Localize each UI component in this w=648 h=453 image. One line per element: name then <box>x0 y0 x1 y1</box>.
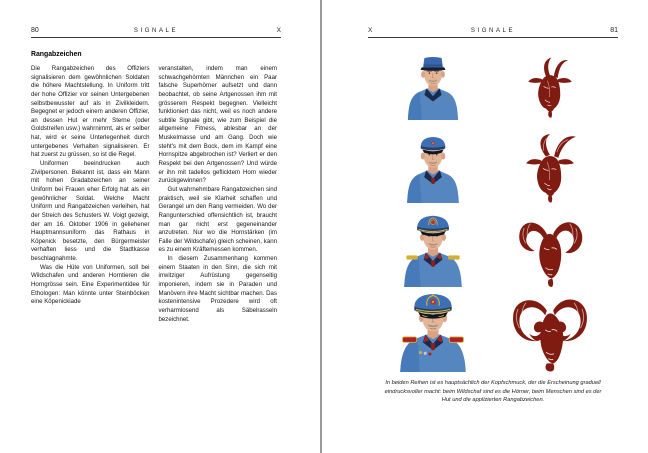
text-columns <box>31 65 281 324</box>
officer-general-cap-image <box>391 294 475 372</box>
left-running-head <box>31 27 281 38</box>
right-chapter-numeral: X <box>368 27 373 34</box>
text-column-2 <box>159 65 278 324</box>
section-heading: Rangabzeichen <box>31 51 82 58</box>
paragraph: Die Rangabzeichen des Offiziers signalisieren dem gewöhnlichen Soldaten die höhere Machtstellung. In Uniform tritt der hohe Offizier vor seinen Untergebenen selbstbewusster auf als in Zivilkleidern. Begegnet er jedoch einem anderen Offizier, an dessen Hut er mehr Sterne (oder Goldstreifen usw.) wahrnimmt, als er selber hat, wird er seine Unterlegenheit durch untergebenes Verhalten signalisieren. Er hat zuerst zu grüssen, so ist die Regel. <box>31 65 150 159</box>
goat-illustration-1 <box>518 54 582 120</box>
figure-row-2 <box>368 128 618 210</box>
paragraph: Gut wahrnehmbare Rangabzeichen sind praktisch, weil sie Klarheit schaffen und Gerangel um den Rang vermeiden. Wo der Rangunterschied offensichtlich ist, braucht man gar nicht erst gegeneinander anzutreten. Nur wo die Hornstärken (im Falle der Wildschafe) gleich scheinen, kann es zu einem Kräftemessen kommen. <box>158 185 277 254</box>
figure-row-1 <box>368 46 618 128</box>
page-spine-divider <box>320 0 322 453</box>
paragraph: veranstalten, indem man einem schwachgehörnten Männchen ein Paar falsche Superhörner aufsetzt und dann beobachtet, ob seine Artgenossen ihm mit grösserem Respekt begegnen. Vielleicht funktioniert das nicht, weil es noch andere subtile Signale gibt, wie zum Beispiel die allgemeine Fitness, ablesbar an der Muskelmasse und am Gang. Doch wie steht's mit dem Bock, dem im Kampf eine Hornspitze abgebrochen ist? Verliert er den Respekt bei den Artgenossen? Und würde er ihn mit tadellos geflicktem Horn wieder zurückgewinnen? <box>158 65 277 185</box>
officer-portrait-4 <box>394 294 472 372</box>
paragraph: In diesem Zusammenhang kommen einem Staaten in den Sinn, die sich mit irrwitziger Aufrüstung gegenseitig imponieren, indem sie in Paraden und Manövern ihre Macht sichtbar machen. Das kostenintensive Prozedere wird oft verharmlosend als Säbelrasseln bezeichnet. <box>158 255 277 323</box>
wild-sheep-half-curl-image <box>505 213 595 289</box>
officer-portrait-3 <box>397 215 469 287</box>
ram-illustration-2 <box>508 293 592 373</box>
figure-grid <box>368 46 618 374</box>
officer-portrait-1 <box>400 54 466 120</box>
figure-row-4 <box>368 292 618 374</box>
figure-row-3 <box>368 210 618 292</box>
text-column-1 <box>31 65 150 324</box>
wild-sheep-full-curl-image <box>505 293 595 373</box>
right-page-number: 81 <box>610 27 618 34</box>
right-running-head <box>368 27 618 38</box>
wild-goat-long-horns-image <box>505 133 595 205</box>
officer-portrait-2 <box>399 135 467 203</box>
paragraph: Uniformen beeindrucken auch Zivilpersonen. Bekannt ist, dass ein Mann mit hohen Gradabzeichen an seiner Uniform bei Frauen eher Erfolg hat als ein gewöhnlicher Soldat. Welche Macht Uniform und Rangabzeichen verleihen, hat der Streich des Schusters W. Voigt gezeigt, der am 16. Oktober 1906 in geliehener Hauptmannsuniform das Rathaus in Köpenick besetzte, den Bürgermeister verhaften liess und die Stadtkasse beschlagnahmte. <box>31 160 150 263</box>
left-page-number: 80 <box>31 27 39 34</box>
officer-field-cap-image <box>391 54 475 120</box>
figure-caption: In beiden Reihen ist es hauptsächlich der Kopfschmuck, der die Erscheinung graduell eindrucksvoller macht: beim Wildschaf sind es die Hörner, beim Menschen sind es der Hut und die applizierten Rangabzeichen. <box>384 380 602 404</box>
right-running-title: SIGNALE <box>470 28 516 34</box>
ram-illustration-1 <box>511 213 589 289</box>
paragraph: Was die Hüte von Uniformen, soll bei Wildschafen und anderen Horntieren die Horngrösse sein. Eine Experimentidee für Ethologen: Man könnte unter Steinböcken eine Köpenickiade <box>31 263 150 306</box>
officer-peaked-cap-image <box>391 135 475 203</box>
wild-goat-short-horns-image <box>505 54 595 120</box>
right-page <box>368 0 618 405</box>
left-running-title: SIGNALE <box>133 28 179 34</box>
officer-braided-cap-image <box>391 215 475 287</box>
goat-illustration-2 <box>515 133 585 205</box>
left-page <box>31 0 281 324</box>
left-chapter-numeral: X <box>276 27 281 34</box>
